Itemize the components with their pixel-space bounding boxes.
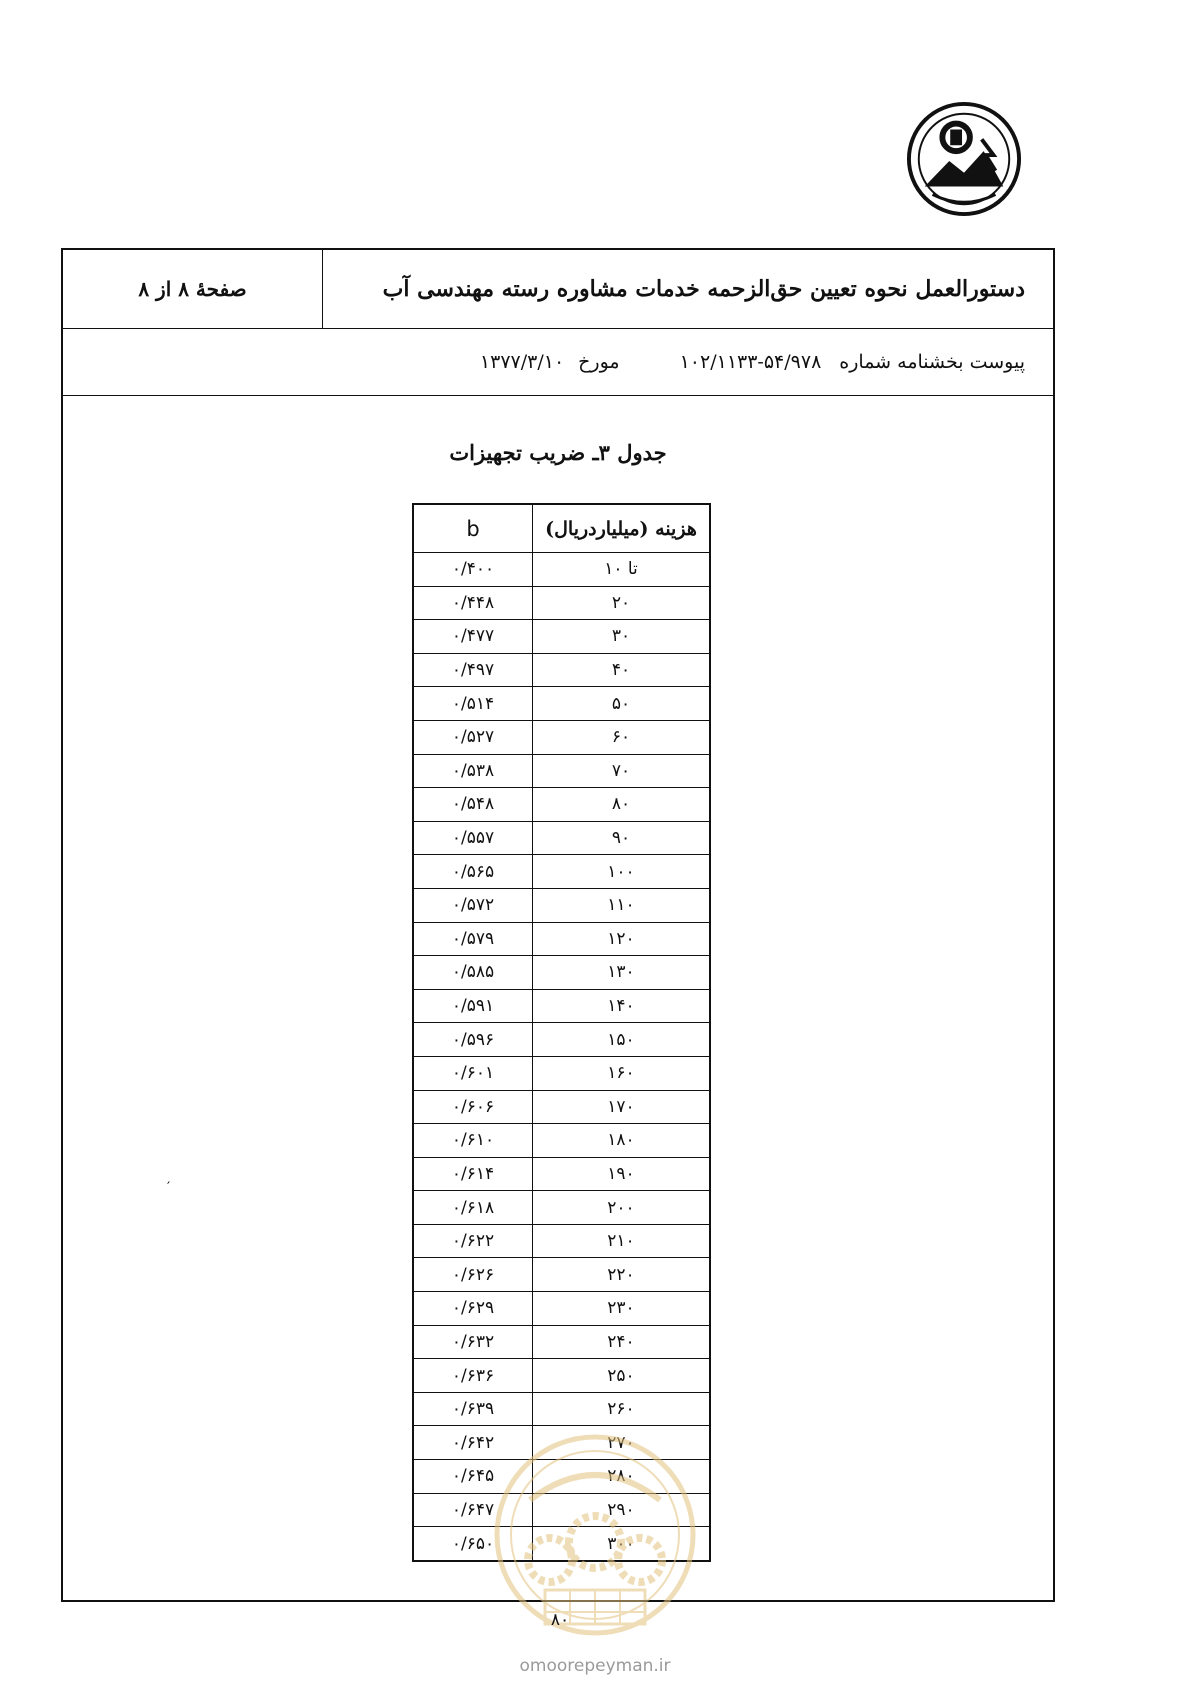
reference-number: ۱۰۲/۱۱۳۳-۵۴/۹۷۸ [679, 350, 822, 373]
table-row [413, 922, 710, 956]
watermark-url: omoorepeyman.ir [519, 1656, 671, 1676]
table-row [413, 1056, 710, 1090]
table-row [413, 1124, 710, 1158]
cell-b: ۰/۴۷۷ [413, 620, 533, 654]
table-caption: جدول ۳ـ ضریب تجهیزات [449, 440, 667, 465]
cell-cost: ۲۷۰ [533, 1426, 711, 1460]
cell-b: ۰/۵۴۸ [413, 788, 533, 822]
cell-b: ۰/۶۴۵ [413, 1460, 533, 1494]
cell-b: ۰/۶۰۱ [413, 1056, 533, 1090]
reference-date-label: مورخ [578, 350, 620, 373]
cell-cost: ۸۰ [533, 788, 711, 822]
document-frame [61, 248, 1055, 1602]
cell-b: ۰/۵۹۶ [413, 1023, 533, 1057]
table-row [413, 653, 710, 687]
cell-cost: ۱۳۰ [533, 956, 711, 990]
cell-cost: ۱۴۰ [533, 989, 711, 1023]
cell-cost: ۲۲۰ [533, 1258, 711, 1292]
cell-b: ۰/۴۰۰ [413, 553, 533, 587]
cell-cost: ۳۰ [533, 620, 711, 654]
cell-b: ۰/۶۳۶ [413, 1359, 533, 1393]
cell-cost: ۱۱۰ [533, 888, 711, 922]
cell-cost: ۱۷۰ [533, 1090, 711, 1124]
cell-b: ۰/۵۷۹ [413, 922, 533, 956]
cell-cost: ۱۰۰ [533, 855, 711, 889]
table-row [413, 720, 710, 754]
cell-cost: ۱۶۰ [533, 1056, 711, 1090]
cell-cost: ۹۰ [533, 821, 711, 855]
cell-b: ۰/۶۵۰ [413, 1527, 533, 1561]
cell-cost: ۱۵۰ [533, 1023, 711, 1057]
table-header-row [413, 504, 710, 553]
watermark-stamp-icon [490, 1430, 700, 1640]
cell-b: ۰/۴۴۸ [413, 586, 533, 620]
cell-cost: ۲۴۰ [533, 1325, 711, 1359]
cell-cost: ۲۰ [533, 586, 711, 620]
table-row [413, 1325, 710, 1359]
cell-cost: ۴۰ [533, 653, 711, 687]
cell-b: ۰/۵۵۷ [413, 821, 533, 855]
cell-b: ۰/۶۱۰ [413, 1124, 533, 1158]
page-indicator: صفحهٔ ۸ از ۸ [63, 250, 323, 328]
cell-b: ۰/۵۷۲ [413, 888, 533, 922]
cell-b: ۰/۶۱۴ [413, 1157, 533, 1191]
document-title: دستورالعمل نحوه تعیین حق‌الزحمه خدمات مشاوره رسته مهندسی آب [382, 276, 1025, 302]
stray-mark: ′ [167, 1180, 171, 1196]
table-row [413, 1224, 710, 1258]
cell-cost: ۲۳۰ [533, 1292, 711, 1326]
cell-cost: ۱۹۰ [533, 1157, 711, 1191]
cell-cost: ۱۲۰ [533, 922, 711, 956]
cell-b: ۰/۵۹۱ [413, 989, 533, 1023]
organization-logo-icon [905, 100, 1023, 218]
table-row [413, 1258, 710, 1292]
cell-cost: تا ۱۰ [533, 553, 711, 587]
reference-line [63, 328, 1053, 396]
table-row [413, 687, 710, 721]
table-row [413, 553, 710, 587]
cell-b: ۰/۶۳۹ [413, 1392, 533, 1426]
cell-b: ۰/۶۰۶ [413, 1090, 533, 1124]
reference-label: پیوست بخشنامه شماره [839, 350, 1025, 373]
cell-cost: ۷۰ [533, 754, 711, 788]
table-row [413, 1090, 710, 1124]
cell-b: ۰/۶۲۲ [413, 1224, 533, 1258]
table-row [413, 1191, 710, 1225]
cell-cost: ۲۶۰ [533, 1392, 711, 1426]
equipment-coefficient-table [412, 503, 711, 1562]
cell-b: ۰/۶۳۲ [413, 1325, 533, 1359]
cell-cost: ۲۹۰ [533, 1493, 711, 1527]
table-row [413, 1157, 710, 1191]
cell-b: ۰/۶۴۷ [413, 1493, 533, 1527]
table-row [413, 855, 710, 889]
cell-cost: ۲۸۰ [533, 1460, 711, 1494]
cell-b: ۰/۵۶۵ [413, 855, 533, 889]
cell-cost: ۲۱۰ [533, 1224, 711, 1258]
cell-b: ۰/۴۹۷ [413, 653, 533, 687]
table-row [413, 620, 710, 654]
cell-cost: ۶۰ [533, 720, 711, 754]
cell-b: ۰/۵۳۸ [413, 754, 533, 788]
reference-date: ۱۳۷۷/۳/۱۰ [479, 350, 565, 373]
cell-b: ۰/۵۸۵ [413, 956, 533, 990]
table-row [413, 1392, 710, 1426]
column-header-cost: هزینه (میلیاردریال) [533, 504, 711, 553]
cell-cost: ۳۰۰ [533, 1527, 711, 1561]
cell-cost: ۱۸۰ [533, 1124, 711, 1158]
table-row [413, 1023, 710, 1057]
table-row [413, 821, 710, 855]
cell-b: ۰/۶۲۹ [413, 1292, 533, 1326]
cell-b: ۰/۵۲۷ [413, 720, 533, 754]
cell-cost: ۲۵۰ [533, 1359, 711, 1393]
table-row [413, 989, 710, 1023]
table-row [413, 788, 710, 822]
table-row [413, 1359, 710, 1393]
column-header-b: b [413, 504, 533, 553]
cell-b: ۰/۶۱۸ [413, 1191, 533, 1225]
cell-b: ۰/۵۱۴ [413, 687, 533, 721]
page-number: ۸۰ [550, 1610, 570, 1630]
table-row [413, 1292, 710, 1326]
table-row [413, 956, 710, 990]
cell-cost: ۵۰ [533, 687, 711, 721]
table-row [413, 586, 710, 620]
table-row [413, 888, 710, 922]
table-row [413, 754, 710, 788]
cell-b: ۰/۶۴۲ [413, 1426, 533, 1460]
cell-b: ۰/۶۲۶ [413, 1258, 533, 1292]
cell-cost: ۲۰۰ [533, 1191, 711, 1225]
document-header [63, 250, 1053, 329]
